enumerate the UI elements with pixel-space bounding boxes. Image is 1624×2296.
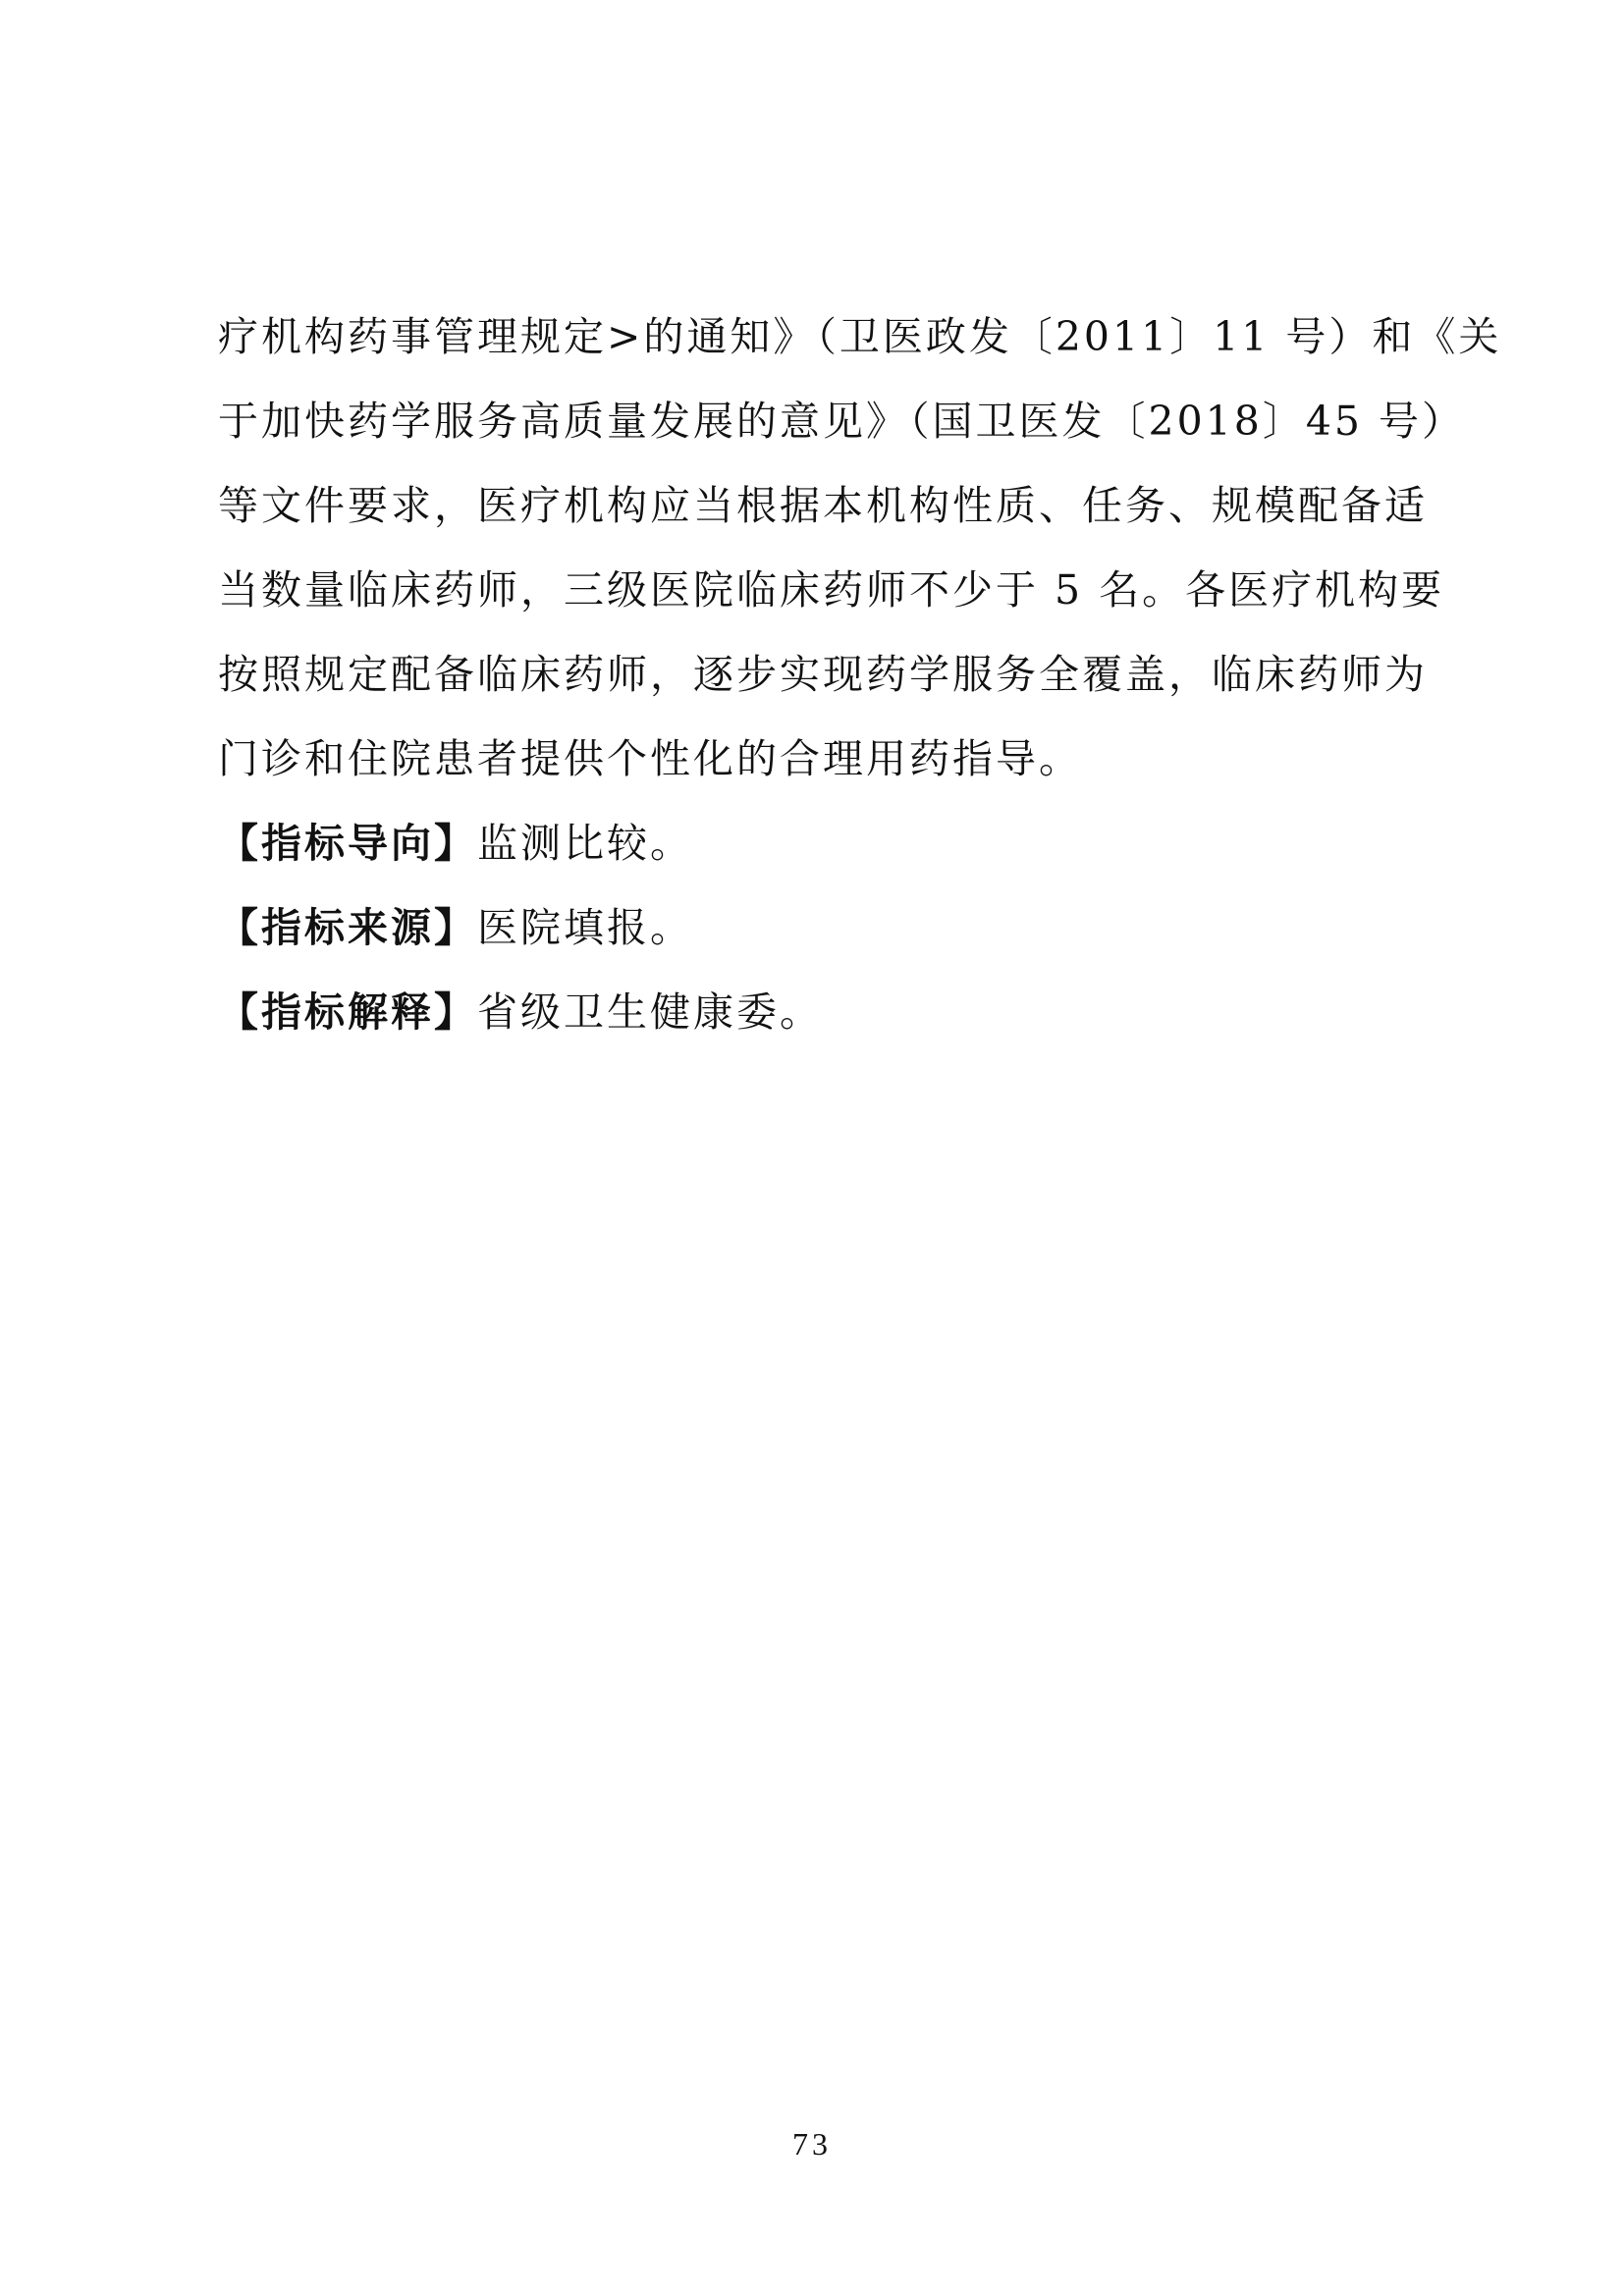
paragraph-line: 于加快药学服务高质量发展的意见》（国卫医发〔2018〕45 号） [218,398,1466,445]
indicator-orientation-field [218,801,1428,885]
paragraph-line: 按照规定配备临床药师，逐步实现药学服务全覆盖，临床药师为 [218,651,1428,698]
indicator-source-field [218,885,1428,970]
field-label: 【指标导向】 [218,820,477,867]
field-value: 省级卫生健康委。 [477,988,823,1036]
document-body [218,294,1502,1054]
paragraph-line: 门诊和住院患者提供个性化的合理用药指导。 [218,735,1082,782]
paragraph-line: 等文件要求，医疗机构应当根据本机构性质、任务、规模配备适 [218,482,1428,529]
paragraph-line: 疗机构药事管理规定>的通知》（卫医政发〔2011〕11 号）和《关 [218,313,1502,360]
field-value: 医院填报。 [477,904,693,951]
field-value: 监测比较。 [477,820,693,867]
field-label: 【指标解释】 [218,988,477,1036]
field-label: 【指标来源】 [218,904,477,951]
paragraph-line: 当数量临床药师，三级医院临床药师不少于 5 名。各医疗机构要 [218,566,1445,614]
indicator-interpretation-field [218,970,1428,1054]
page-number: 73 [792,2126,832,2162]
